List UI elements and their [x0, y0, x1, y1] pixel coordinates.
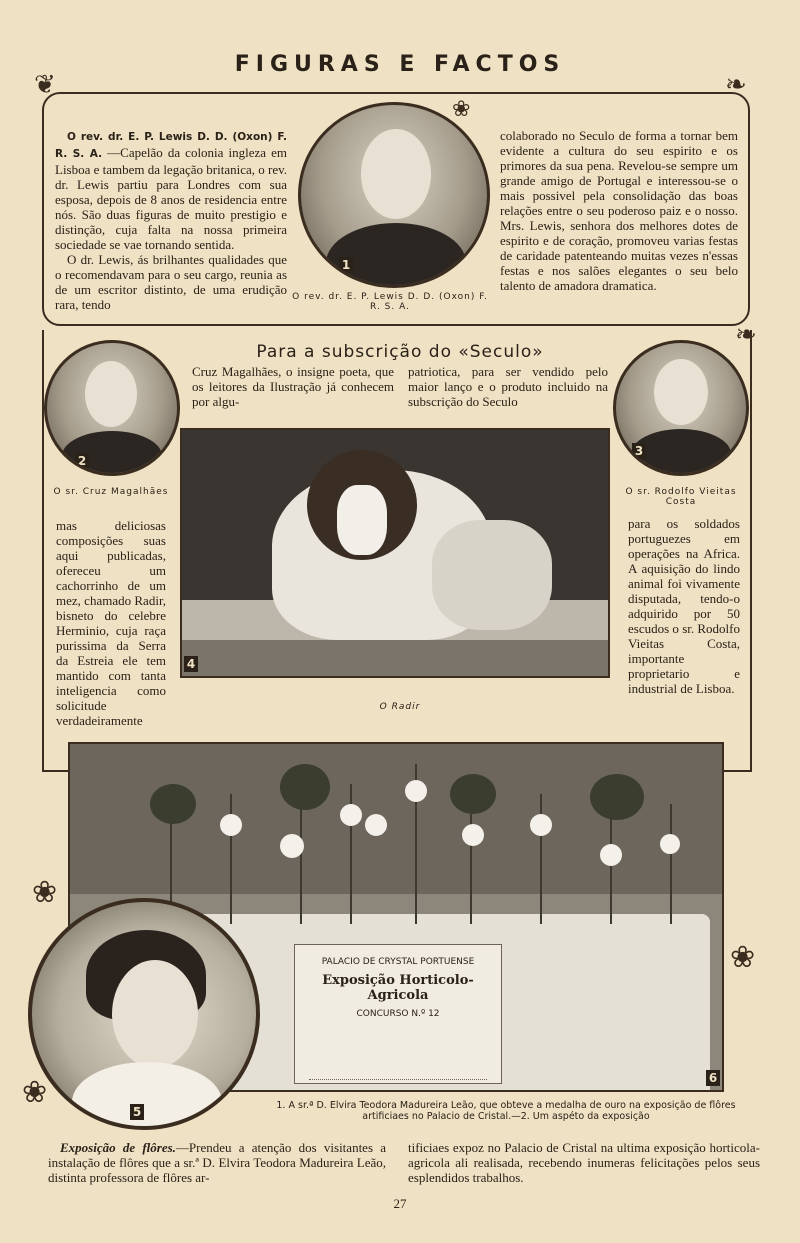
corner-ornament-icon: ❧ [735, 320, 757, 349]
corner-ornament-icon: ❦ [34, 70, 56, 99]
lewis-lead: O rev. dr. E. P. Lewis D. D. (Oxon) F. R. S. A. [55, 131, 287, 160]
corner-ornament-icon: ❧ [725, 70, 747, 99]
lewis-portrait [298, 102, 490, 288]
lewis-left-column [55, 128, 287, 312]
cruz-caption: O sr. Cruz Magalhães [53, 487, 169, 497]
subscricao-left-column: mas deliciosas composições suas aqui publicadas, ofereceu um cachorrinho de um mez, chamado Radir, bisneto do celebre Herminio, cuja raça purissima da Serra da Estreia ele tem mantido com tanta inteligencia como solicitude verdadeiramente [56, 518, 166, 728]
certificate-contest: CONCURSO N.º 12 [356, 1009, 440, 1019]
certificate-title: Exposição Horticolo-Agricola [322, 973, 474, 1003]
lewis-paragraph-2: O dr. Lewis, ás brilhantes qualidades que o recomendavam para o seu cargo, reunia as de um escritor distinto, de uma erudição rara, tendo [55, 252, 287, 312]
figure-number: 3 [632, 443, 646, 459]
floral-ornament-icon: ❀ [730, 941, 756, 974]
page-title: FIGURAS E FACTOS [234, 52, 566, 77]
figure-number: 6 [706, 1070, 720, 1086]
lewis-paragraph-1: —Capelão da colonia ingleza em Lisboa e tambem da legação britanica, o rev. dr. Lewis partiu para Londres com sua esposa, depois de 8 anos de residencia entre nós. São duas figuras de muito prestigio e distinção, cuja falta na nossa primeira sociedade se vae tornando sentida. [55, 145, 287, 252]
floral-ornament-icon: ❀ [22, 1076, 48, 1109]
subscricao-right-column: para os soldados portuguezes em operações na Africa. A aquisição do lindo animal foi vivamente disputada, tendo-o adquirido por 50 escudos o sr. Rodolfo Vieitas Costa, importante proprietario e industrial de Lisboa. [628, 516, 740, 696]
figure-number: 5 [130, 1104, 144, 1120]
cruz-magalhaes-portrait [44, 340, 180, 476]
exposicao-right-column: tificiaes expoz no Palacio de Cristal na ultima exposição horticola-agricola ali realisada, recebendo inumeras felicitações pelos seus esplendidos trabalhos. [408, 1140, 760, 1185]
exposicao-caption: 1. A sr.ª D. Elvira Teodora Madureira Leão, que obteve a medalha de ouro na exposição de flôres artificiaes no Palacio de Cristal.—2. Um aspéto da exposição [276, 1100, 736, 1122]
certificate [294, 944, 502, 1084]
elvira-portrait [28, 898, 260, 1130]
rodolfo-caption: O sr. Rodolfo Vieitas Costa [625, 487, 737, 507]
figure-number: 4 [184, 656, 198, 672]
rodolfo-portrait [613, 340, 749, 476]
exposicao-lead: Exposição de flôres. [60, 1140, 176, 1155]
lewis-right-column: colaborado no Seculo de forma a tornar bem evidente a cultura do seu espirito e os primores da sua pena. Revelou-se sempre um grande amigo de Portugal e interessou-se o mais possivel pela consolidação das boas relações entre o seu poderoso paiz e o nosso. Mrs. Lewis, senhora dos melhores dotes de espirito e de coração, promoveu varias festas de caridade patenteando muitas vezes n'essas festas e nos salões elegantes o seu belo talento de amadora dramatica. [500, 128, 738, 293]
subscricao-intro-2: patriotica, para ser vendido pelo maior lanço e o produto incluido na subscrição do Seculo [408, 364, 608, 409]
radir-caption: O Radir [379, 702, 421, 712]
certificate-header: PALACIO DE CRYSTAL PORTUENSE [321, 957, 475, 967]
lewis-caption: O rev. dr. E. P. Lewis D. D. (Oxon) F. R. S. A. [292, 292, 488, 312]
figure-number: 1 [339, 257, 353, 273]
scroll-ornament-icon: ❀ [452, 96, 471, 121]
exposicao-body-1: —Prendeu a atenção dos visitantes a instalação de flôres que a sr.ª D. Elvira Teodora Madureira Leão, distinta professora de flôres ar- [48, 1140, 386, 1185]
page-number: 27 [393, 1196, 407, 1211]
subscricao-title: Para a subscrição do «Seculo» [256, 342, 544, 362]
subscricao-intro-1: Cruz Magalhães, o insigne poeta, que os leitores da Ilustração já conhecem por algu- [192, 364, 394, 409]
exposicao-left-column [48, 1140, 386, 1185]
figure-number: 2 [75, 453, 89, 469]
floral-ornament-icon: ❀ [32, 876, 58, 909]
radir-photo [180, 428, 610, 678]
